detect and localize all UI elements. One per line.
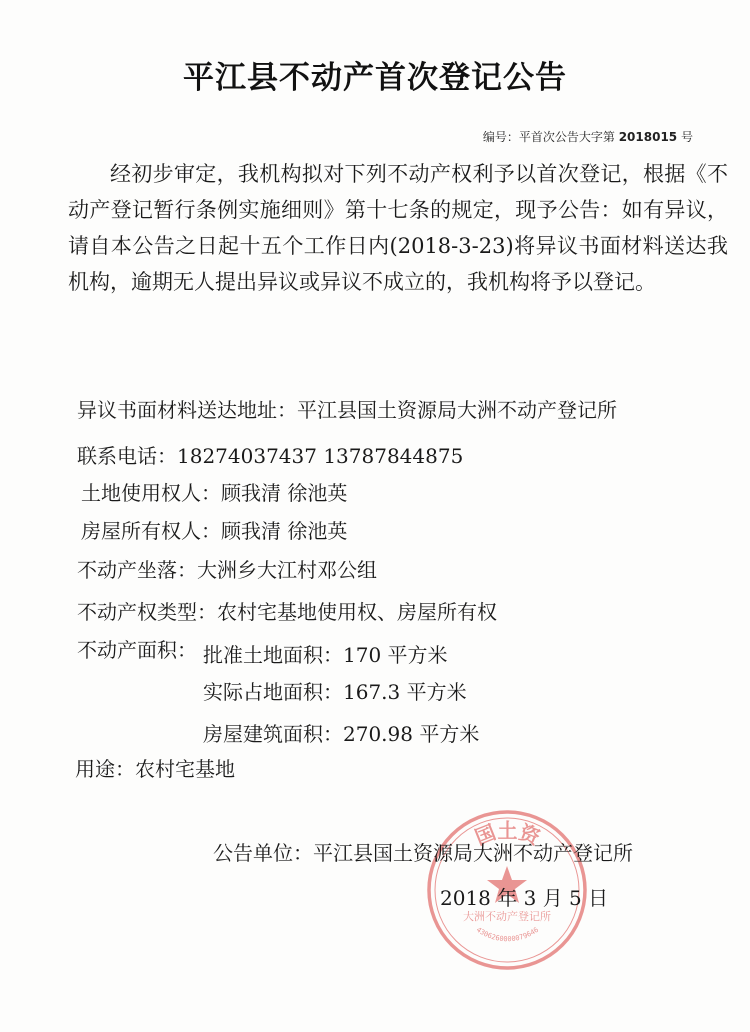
page-title: 平江县不动产首次登记公告: [183, 60, 567, 96]
contact-phone: 联系电话：18274037437 13787844875: [77, 444, 464, 468]
seal-inner-text: 大洲不动产登记所: [463, 910, 551, 923]
area-approved: 批准土地面积：170 平方米: [203, 643, 448, 667]
seal-top-text: 国土资: [471, 818, 544, 850]
objection-address: 异议书面材料送达地址：平江县国土资源局大洲不动产登记所: [77, 398, 617, 422]
property-area-label: 不动产面积：: [77, 638, 197, 662]
property-right-type: 不动产权类型：农村宅基地使用权、房屋所有权: [77, 600, 497, 624]
doc-number-prefix: 编号：平首次公告大字第: [482, 130, 615, 144]
announcement-unit: 公告单位：平江县国土资源局大洲不动产登记所: [213, 841, 633, 865]
doc-number-value: 2018015: [618, 130, 678, 144]
area-building: 房屋建筑面积：270.98 平方米: [203, 722, 480, 746]
house-owner: 房屋所有权人：顾我清 徐池英: [81, 519, 348, 543]
land-user: 土地使用权人：顾我清 徐池英: [81, 481, 348, 505]
document-number: [483, 128, 693, 145]
area-actual: 实际占地面积：167.3 平方米: [203, 680, 467, 704]
seal-bottom-text: 4306260000079646: [474, 925, 541, 944]
doc-number-suffix: 号: [680, 130, 693, 144]
property-usage: 用途：农村宅基地: [75, 757, 235, 781]
svg-text:4306260000079646: [475, 926, 540, 944]
announcement-date: 2018 年 3 月 5 日: [440, 886, 609, 910]
property-location: 不动产坐落：大洲乡大江村邓公组: [77, 558, 377, 582]
body-paragraph: 经初步审定，我机构拟对下列不动产权利予以首次登记，根据《不动产登记暂行条例实施细则》第十七条的规定，现予公告：如有异议，请自本公告之日起十五个工作日内(2018-3-23)将异议书面材料送达我机构，逾期无人提出异议或异议不成立的，我机构将予以登记。: [68, 162, 728, 294]
